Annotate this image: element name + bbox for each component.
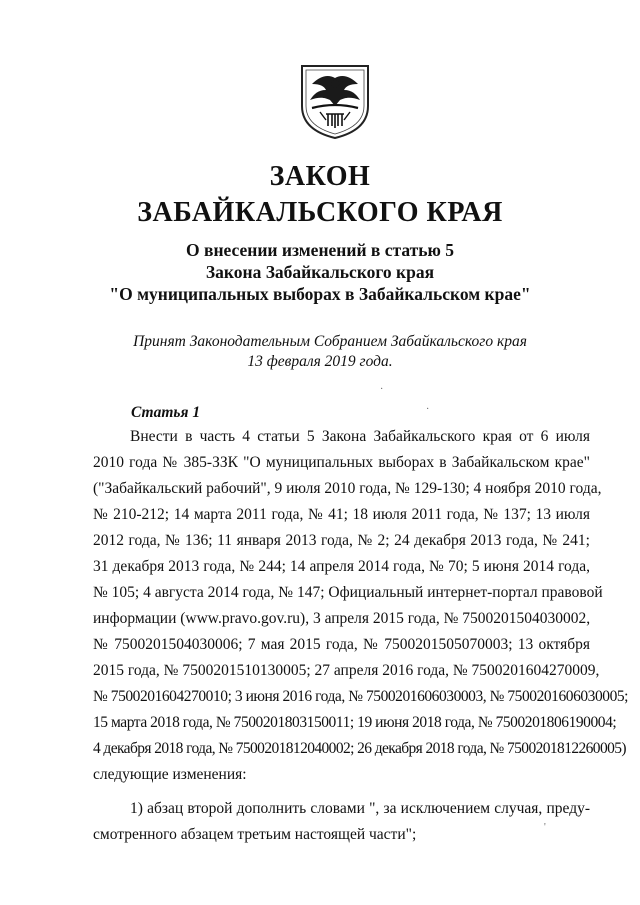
article-body [93,424,629,848]
article-paragraph-line: 2012 года, № 136; 11 января 2013 года, № 2; 24 декабря 2013 года, № 241; [93,532,590,549]
adoption-note-line-1: Принят Законодательным Собранием Забайкальского края [133,333,527,350]
amendment-item-1-line-1: 1) абзац второй дополнить словами ", за исключением случая, преду- [130,800,590,817]
article-paragraph-line: 4 декабря 2018 года, № 7500201812040002; 26 декабря 2018 года, № 7500201812260005) [93,740,626,757]
article-paragraph-line: Внести в часть 4 статьи 5 Закона Забайкальского края от 6 июля [130,428,590,445]
law-title: ЗАКОН [269,161,371,192]
article-paragraph-line: следующие изменения: [93,766,247,783]
amendment-item-1-line-2: смотренного абзацем третьим настоящей части"; [93,826,417,843]
article-paragraph-line: № 7500201504030006; 7 мая 2015 года, № 7500201505070003; 13 октября [93,636,590,653]
article-paragraph-line: ("Забайкальский рабочий", 9 июля 2010 года, № 129-130; 4 ноября 2010 года, [93,480,602,497]
article-heading: Статья 1 [131,404,201,421]
scan-speck: · [426,404,430,415]
scan-speck: ' [544,822,546,833]
coat-of-arms-icon [298,62,372,140]
adoption-date: 13 февраля 2019 года. [247,353,393,370]
article-paragraph-line: 2015 года, № 7500201510130005; 27 апреля 2016 года, № 7500201604270009, [93,662,600,679]
article-paragraph-line: № 7500201604270010; 3 июня 2016 года, № 7500201606030003, № 7500201606030005; [93,688,629,705]
law-subject-line-3: "О муниципальных выборах в Забайкальском крае" [109,284,531,304]
article-paragraph-line: № 105; 4 августа 2014 года, № 147; Официальный интернет-портал правовой [93,584,603,601]
scan-speck: · [380,384,384,395]
law-subject-line-1: О внесении изменений в статью 5 [186,240,454,260]
article-paragraph-line: 31 декабря 2013 года, № 244; 14 апреля 2014 года, № 70; 5 июня 2014 года, [93,558,590,575]
article-paragraph-line: информации (www.pravo.gov.ru), 3 апреля 2015 года, № 7500201504030002, [93,610,591,627]
law-subject-line-2: Закона Забайкальского края [205,262,435,282]
article-paragraph-line: 15 марта 2018 года, № 7500201803150011; 19 июня 2018 года, № 7500201806190004; [93,714,617,731]
law-region-title: ЗАБАЙКАЛЬСКОГО КРАЯ [137,197,503,228]
article-paragraph-line: 2010 года № 385-ЗЗК "О муниципальных выборах в Забайкальском крае" [93,454,590,471]
article-paragraph-line: № 210-212; 14 марта 2011 года, № 41; 18 июля 2011 года, № 137; 13 июля [93,506,590,523]
